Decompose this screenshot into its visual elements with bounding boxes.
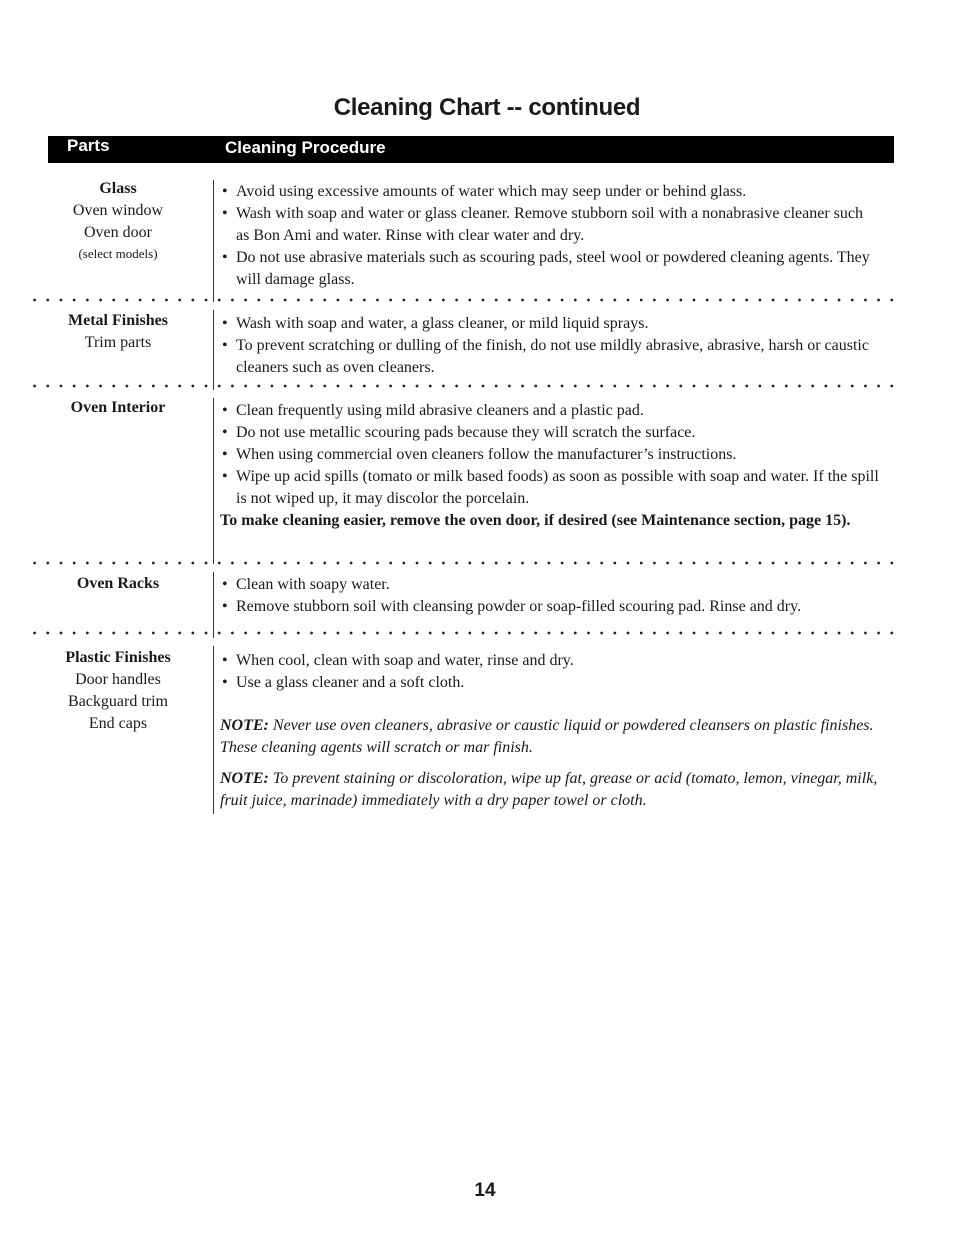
row-separator (28, 561, 898, 565)
subpart: End caps (88, 715, 148, 732)
part-name: Oven Interior (70, 399, 166, 416)
note-plastic-cleaners (220, 715, 880, 759)
list-item: • Clean with soapy water. (220, 574, 880, 596)
note-lead: NOTE: (220, 770, 269, 787)
table-header (48, 136, 894, 163)
header-procedure: Cleaning Procedure (225, 138, 386, 157)
column-divider (213, 180, 214, 302)
list-item: • Wash with soap and water, a glass cleaner, or mild liquid sprays. (220, 313, 880, 335)
procedure-cell-metal (220, 313, 880, 379)
note-lead: NOTE: (220, 717, 269, 734)
note-text: Never use oven cleaners, abrasive or caustic liquid or powdered cleansers on plastic finishes. These cleaning agents will scratch or mar finish. (220, 717, 874, 756)
row-separator (28, 384, 898, 388)
procedure-cell-oven-interior (220, 400, 880, 532)
subpart: Oven door (84, 224, 152, 241)
part-cell-oven-interior (30, 397, 206, 419)
procedure-cell-plastic (220, 650, 880, 812)
column-divider (213, 572, 214, 638)
list-item: • Wipe up acid spills (tomato or milk based foods) as soon as possible with soap and water. If the spill is not wiped up, it may discolor the porcelain. (220, 466, 880, 510)
list-item: • Do not use metallic scouring pads because they will scratch the surface. (220, 422, 880, 444)
part-name: Plastic Finishes (65, 649, 171, 666)
maintenance-note: To make cleaning easier, remove the oven door, if desired (see Maintenance section, page 15). (220, 512, 851, 529)
list-item: • Remove stubborn soil with cleansing powder or soap-filled scouring pad. Rinse and dry. (220, 596, 880, 618)
note-staining (220, 768, 880, 812)
list-item: • Use a glass cleaner and a soft cloth. (220, 672, 880, 694)
procedure-cell-oven-racks (220, 574, 880, 618)
page-title: Cleaning Chart -- continued (333, 94, 641, 121)
header-parts: Parts (67, 136, 110, 155)
subpart-note: (select models) (78, 246, 158, 261)
list-item: • Clean frequently using mild abrasive cleaners and a plastic pad. (220, 400, 880, 422)
part-name: Metal Finishes (68, 312, 168, 329)
row-separator (28, 298, 898, 302)
list-item: • To prevent scratching or dulling of the finish, do not use mildly abrasive, abrasive, harsh or caustic cleaners such as oven cleaners. (220, 335, 880, 379)
list-item: • Do not use abrasive materials such as scouring pads, steel wool or powdered cleaning agents. They will damage glass. (220, 247, 880, 291)
part-cell-glass (30, 178, 206, 264)
part-name: Glass (99, 180, 137, 197)
note-text: To prevent staining or discoloration, wipe up fat, grease or acid (tomato, lemon, vinegar, milk, fruit juice, marinade) immediately with a dry paper towel or cloth. (220, 770, 878, 809)
part-name: Oven Racks (76, 575, 160, 592)
subpart: Backguard trim (68, 693, 168, 710)
part-cell-oven-racks (30, 573, 206, 595)
list-item: • Avoid using excessive amounts of water which may seep under or behind glass. (220, 181, 880, 203)
subpart: Trim parts (84, 334, 152, 351)
column-divider (213, 646, 214, 814)
column-divider (213, 398, 214, 564)
row-separator (28, 631, 898, 635)
subpart: Door handles (75, 671, 161, 688)
part-cell-metal (30, 310, 206, 354)
part-cell-plastic (30, 647, 206, 735)
column-divider (213, 310, 214, 390)
list-item: • Wash with soap and water or glass cleaner. Remove stubborn soil with a nonabrasive cleaner such as Bon Ami and water. Rinse with clear water and dry. (220, 203, 880, 247)
list-item: • When cool, clean with soap and water, rinse and dry. (220, 650, 880, 672)
subpart: Oven window (72, 202, 164, 219)
procedure-cell-glass (220, 181, 880, 291)
list-item: • When using commercial oven cleaners follow the manufacturer’s instructions. (220, 444, 880, 466)
page-number: 14 (474, 1180, 496, 1201)
